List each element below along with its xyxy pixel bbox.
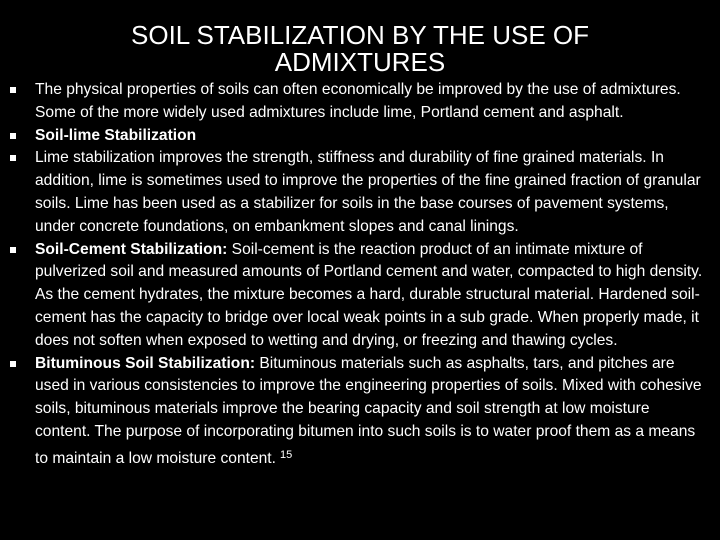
- square-bullet-icon: [10, 361, 16, 367]
- bullet-heading: Soil-Cement Stabilization:: [35, 240, 228, 258]
- bullet-text: Soil-cement is the reaction product of an intimate mixture of pulverized soil and measured amounts of Portland cement and water, compacted to high density. As the cement hydrates, the mixture becomes a hard, durable structural material. Hardened soil-cement has the capacity to bridge over local weak points in a sub grade. When properly made, it does not soften when exposed to wetting and drying, or freezing and thawing cycles.: [35, 240, 703, 349]
- square-bullet-icon: [10, 87, 16, 93]
- bullet-heading: Soil-lime Stabilization: [35, 126, 197, 144]
- square-bullet-icon: [10, 155, 16, 161]
- bullet-item-soil-cement: [0, 239, 720, 353]
- bullet-text: Lime stabilization improves the strength, stiffness and durability of fine grained materials. In addition, lime is sometimes used to improve the properties of the fine grained fraction of granular soils. Lime has been used as a stabilizer for soils in the base courses of pavement systems, under concrete foundations, on embankment slopes and canal linings.: [35, 149, 701, 235]
- slide-title-line-2: ADMIXTURES: [274, 47, 446, 77]
- bullet-text: The physical properties of soils can often economically be improved by the use of admixtures. Some of the more widely used admixtures include lime, Portland cement and asphalt.: [35, 81, 681, 121]
- square-bullet-icon: [10, 247, 16, 253]
- bullet-item-soil-lime-heading: [0, 125, 720, 148]
- bullet-item-lime-stabilization: [0, 147, 720, 238]
- page-number: 15: [279, 448, 293, 461]
- slide-title-line-1: SOIL STABILIZATION BY THE USE OF: [131, 20, 589, 50]
- bullet-heading: Bituminous Soil Stabilization:: [35, 354, 256, 372]
- bullet-text: Bituminous materials such as asphalts, tars, and pitches are used in various consistencies to improve the engineering properties of soils. Mixed with cohesive soils, bituminous materials improve the bearing capacity and soil strength at low moisture content. The purpose of incorporating bitumen into such soils is to water proof them as a means to maintain a low moisture content.: [35, 354, 702, 467]
- slide-title: [40, 22, 680, 76]
- bullet-item-bituminous: [0, 353, 720, 471]
- square-bullet-icon: [10, 133, 16, 139]
- bullet-item-admixtures-intro: [0, 79, 720, 125]
- bullet-list: [0, 79, 720, 471]
